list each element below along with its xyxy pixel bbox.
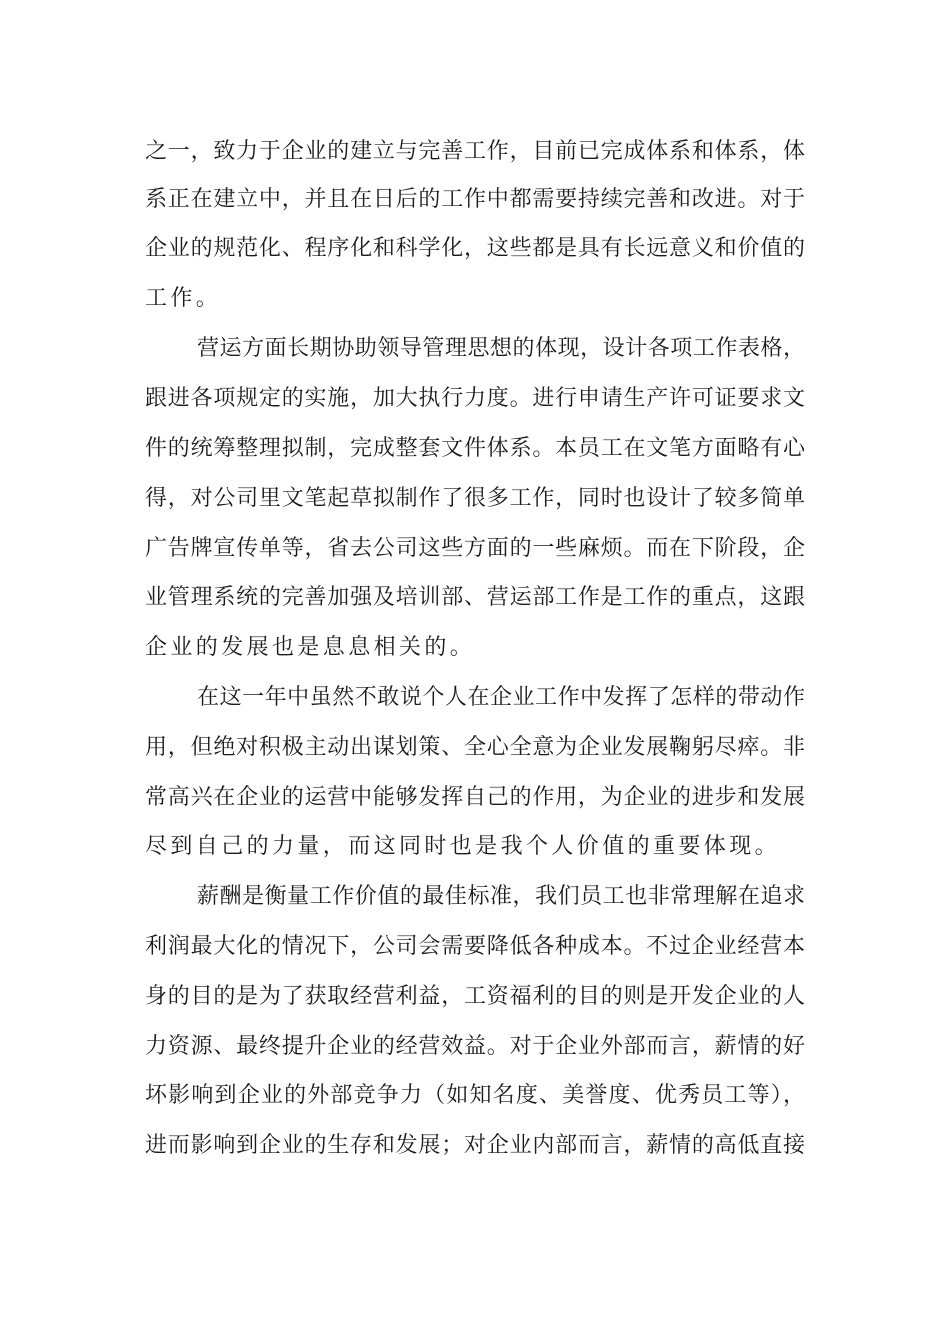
text-line-18: 身的目的是为了获取经营利益，工资福利的目的则是开发企业的人	[145, 984, 805, 1009]
text-line-14: 常高兴在企业的运营中能够发挥自己的作用，为企业的进步和发展	[145, 785, 805, 810]
text-line-17: 利润最大化的情况下，公司会需要降低各种成本。不过企业经营本	[145, 934, 805, 959]
paragraph-4-first-line: 薪酬是衡量工作价值的最佳标准，我们员工也非常理解在追求	[197, 884, 805, 909]
text-line-1: 之一，致力于企业的建立与完善工作，目前已完成体系和体系，体	[145, 139, 805, 164]
text-line-2: 系正在建立中，并且在日后的工作中都需要持续完善和改进。对于	[145, 187, 805, 212]
text-line-6: 跟进各项规定的实施，加大执行力度。进行申请生产许可证要求文	[145, 386, 805, 411]
text-line-10: 业管理系统的完善加强及培训部、营运部工作是工作的重点，这跟	[145, 585, 805, 610]
text-line-4: 工作。	[145, 286, 222, 311]
text-line-3: 企业的规范化、程序化和科学化，这些都是具有长远意义和价值的	[145, 236, 805, 261]
paragraph-3-first-line: 在这一年中虽然不敢说个人在企业工作中发挥了怎样的带动作	[197, 685, 805, 710]
text-line-20: 坏影响到企业的外部竞争力（如知名度、美誉度、优秀员工等），	[145, 1083, 805, 1108]
text-line-7: 件的统筹整理拟制，完成整套文件体系。本员工在文笔方面略有心	[145, 436, 805, 461]
paragraph-2-first-line: 营运方面长期协助领导管理思想的体现，设计各项工作表格，	[197, 336, 805, 361]
text-line-15: 尽到自己的力量，而这同时也是我个人价值的重要体现。	[145, 834, 781, 859]
text-line-13: 用，但绝对积极主动出谋划策、全心全意为企业发展鞠躬尽瘁。非	[145, 735, 805, 760]
text-line-21: 进而影响到企业的生存和发展；对企业内部而言，薪情的高低直接	[145, 1133, 805, 1158]
text-line-11: 企业的发展也是息息相关的。	[145, 635, 476, 660]
text-line-19: 力资源、最终提升企业的经营效益。对于企业外部而言，薪情的好	[145, 1034, 805, 1059]
text-line-9: 广告牌宣传单等，省去公司这些方面的一些麻烦。而在下阶段，企	[145, 536, 805, 561]
text-line-8: 得，对公司里文笔起草拟制作了很多工作，同时也设计了较多简单	[145, 486, 805, 511]
